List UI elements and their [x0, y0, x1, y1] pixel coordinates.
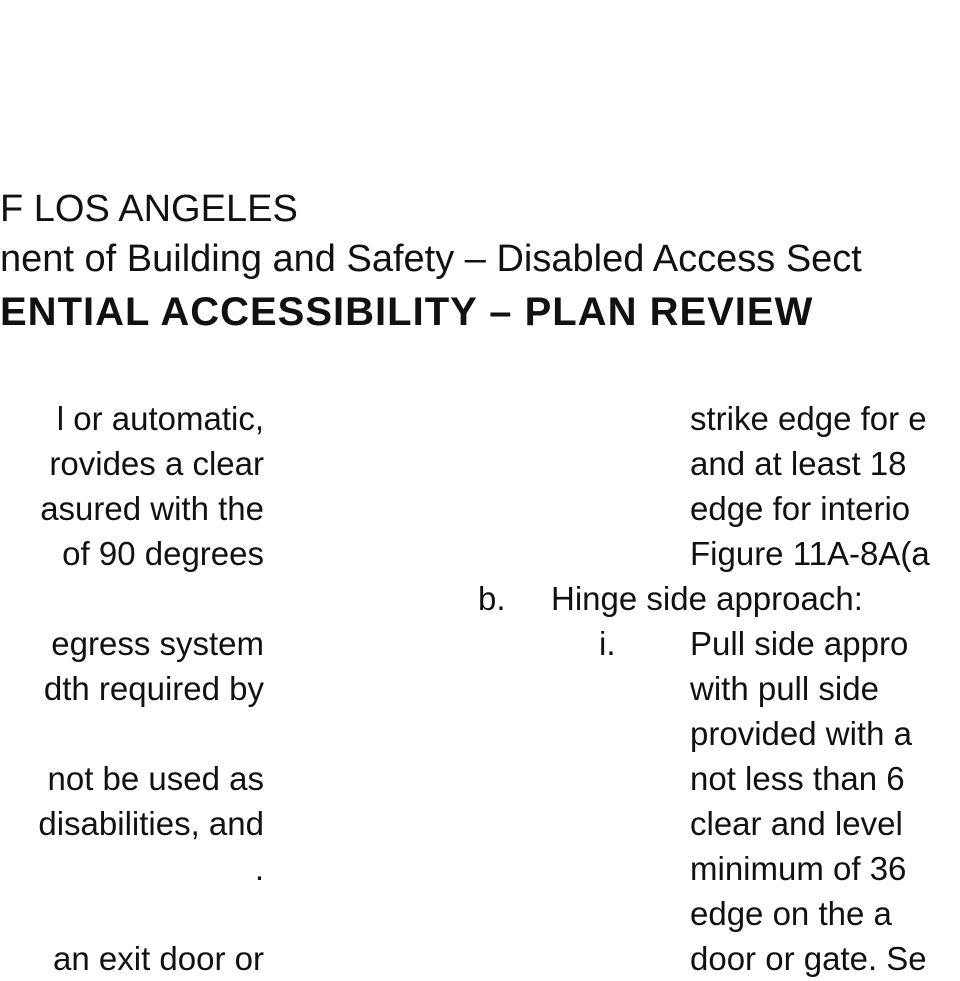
left-column-line: disabilities, and [38, 805, 264, 842]
right-column-line: not less than 6 [690, 760, 905, 797]
right-column-line: with pull side [690, 670, 879, 707]
left-column-line: l or automatic, [56, 400, 264, 437]
right-column-line: edge for interio [690, 490, 911, 527]
left-column-line: egress system [51, 625, 264, 662]
header-document-title: ENTIAL ACCESSIBILITY – PLAN REVIEW [0, 290, 814, 334]
left-column-line: . [254, 850, 264, 887]
left-column-line: of 90 degrees [62, 535, 264, 572]
left-column-line [0, 891, 264, 936]
right-column-line: clear and level [690, 805, 903, 842]
header-department: nent of Building and Safety – Disabled Access Sect [0, 238, 862, 280]
header-city: F LOS ANGELES [0, 188, 298, 230]
left-column-line [0, 711, 264, 756]
list-marker-b: b. [478, 580, 506, 617]
left-column-line: dth required by [43, 670, 264, 707]
right-column [690, 396, 960, 981]
right-column-line: provided with a [690, 715, 912, 752]
left-column [0, 396, 264, 981]
right-column-line: strike edge for e [690, 400, 927, 437]
list-marker-i: i. [599, 625, 616, 662]
left-column-line: rovides a clear [49, 445, 264, 482]
left-column-line [0, 576, 264, 621]
left-column-line: not be used as [47, 760, 264, 797]
list-item-b-text: Hinge side approach: [551, 580, 863, 617]
left-column-line: an exit door or [53, 940, 264, 977]
right-column-line: minimum of 36 [690, 850, 907, 887]
right-column-line: Pull side appro [690, 625, 909, 662]
right-column-line: door or gate. Se [690, 940, 927, 977]
right-column-line: edge on the a [690, 895, 892, 932]
right-column-line: Figure 11A-8A(a [690, 535, 930, 572]
left-column-line: asured with the [40, 490, 264, 527]
right-column-line: and at least 18 [690, 445, 907, 482]
